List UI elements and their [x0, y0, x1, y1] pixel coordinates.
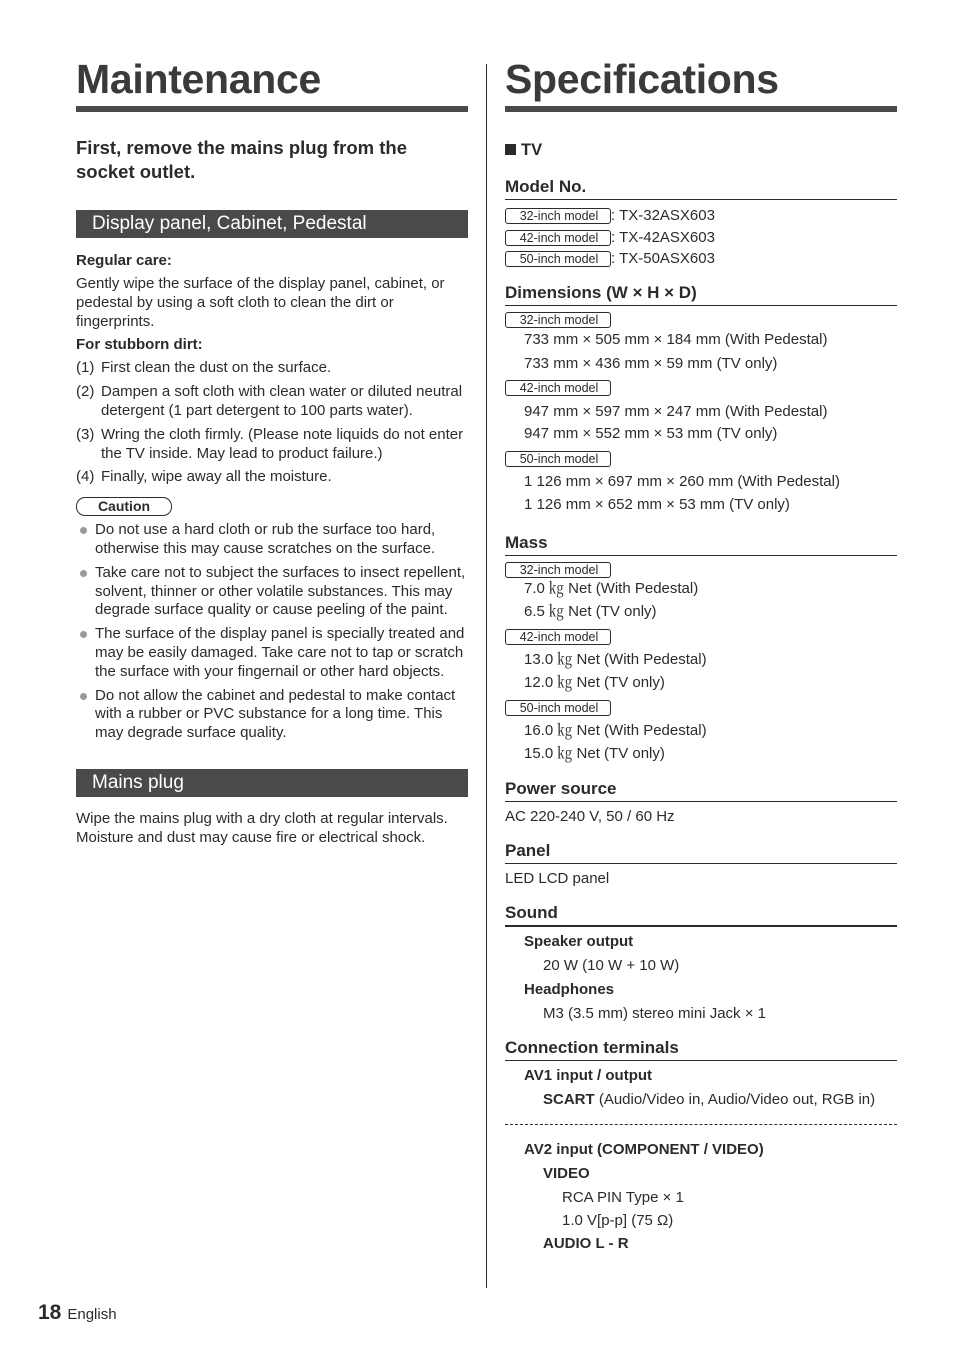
- maintenance-title: Maintenance: [76, 56, 322, 102]
- dimension-line: 947 mm × 552 mm × 53 mm (TV only): [524, 424, 778, 442]
- av1-scart-line: [505, 1088, 897, 1111]
- av2-label: AV2 input (COMPONENT / VIDEO): [524, 1140, 764, 1158]
- step-number: (4): [76, 468, 95, 486]
- list-item: [505, 375, 897, 401]
- regular-care-label: Regular care:: [76, 252, 172, 269]
- mass-list: [505, 561, 897, 766]
- bullet-icon: [80, 631, 87, 638]
- scart-label: SCART: [543, 1090, 595, 1108]
- dimension-line: 947 mm × 597 mm × 247 mm (With Pedestal): [524, 402, 828, 420]
- headphones-value: M3 (3.5 mm) stereo mini Jack × 1: [543, 1004, 766, 1022]
- model-tag: 32-inch model: [505, 208, 611, 224]
- bullet-icon: [80, 527, 87, 534]
- list-item: [76, 687, 468, 743]
- mass-heading: Mass: [505, 533, 897, 556]
- mass-line: 6.5 ㎏ Net (TV only): [524, 602, 657, 620]
- model-tag: 42-inch model: [505, 230, 611, 246]
- model-value: : TX-50ASX603: [611, 250, 715, 267]
- specifications-title: Specifications: [505, 56, 779, 102]
- caution-badge: Caution: [76, 497, 172, 516]
- headphones-label: Headphones: [524, 980, 615, 998]
- page-number: 18: [38, 1301, 62, 1324]
- dimension-line: 733 mm × 505 mm × 184 mm (With Pedestal): [524, 330, 828, 348]
- step-number: (1): [76, 359, 95, 377]
- page-footer: [38, 1301, 117, 1325]
- list-item: [76, 383, 468, 421]
- connection-details: [505, 1064, 897, 1256]
- video-label: VIDEO: [543, 1164, 590, 1182]
- power-source-value: AC 220-240 V, 50 / 60 Hz: [505, 807, 675, 825]
- tv-heading: [505, 140, 897, 160]
- speaker-output-label: Speaker output: [524, 932, 634, 950]
- panel-heading: Panel: [505, 841, 897, 864]
- caution-text: Take care not to subject the surfaces to insect repellent, solvent, thinner or other volatile substances. This may degrade surface quality or cause peeling of the paint.: [95, 563, 466, 619]
- mains-plug-text: Wipe the mains plug with a dry cloth at regular intervals. Moisture and dust may cause fire or electrical shock.: [76, 809, 448, 846]
- list-item: [505, 561, 897, 578]
- list-item: [505, 248, 897, 270]
- list-item: [505, 624, 897, 649]
- stubborn-dirt-label: For stubborn dirt:: [76, 336, 203, 354]
- step-number: (3): [76, 425, 95, 443]
- list-item: [76, 426, 468, 464]
- list-item: [505, 311, 897, 328]
- model-no-list: [505, 205, 897, 270]
- list-item: [76, 564, 468, 620]
- model-tag: 50-inch model: [505, 700, 611, 716]
- bullet-icon: [80, 693, 87, 700]
- panel-value: LED LCD panel: [505, 869, 610, 887]
- mass-line: 7.0 ㎏ Net (With Pedestal): [524, 579, 699, 597]
- bullet-icon: [80, 570, 87, 577]
- dimension-line: 733 mm × 436 mm × 59 mm (TV only): [524, 354, 778, 372]
- mass-line: 13.0 ㎏ Net (With Pedestal): [524, 650, 707, 668]
- model-tag: 32-inch model: [505, 562, 611, 578]
- caution-text: Do not use a hard cloth or rub the surface too hard, otherwise this may cause scratches on the surface.: [95, 521, 436, 557]
- dimension-line: 1 126 mm × 697 mm × 260 mm (With Pedestal): [524, 472, 840, 490]
- display-panel-heading: Display panel, Cabinet, Pedestal: [76, 210, 468, 238]
- model-tag: 32-inch model: [505, 312, 611, 328]
- caution-text: Do not allow the cabinet and pedestal to make contact with a rubber or PVC substance for a long time. This may degrade surface quality.: [95, 686, 456, 742]
- mass-line: 12.0 ㎏ Net (TV only): [524, 673, 665, 691]
- video-line-1: RCA PIN Type × 1: [562, 1188, 684, 1206]
- mass-line: 16.0 ㎏ Net (With Pedestal): [524, 721, 707, 739]
- caution-text: The surface of the display panel is specially treated and may be easily damaged. Take care not to tap or scratch the surface with your fingernail or other hard objects.: [95, 625, 465, 680]
- dimension-line: 1 126 mm × 652 mm × 53 mm (TV only): [524, 495, 790, 513]
- tv-label: TV: [521, 141, 543, 159]
- connection-terminals-heading: Connection terminals: [505, 1038, 897, 1061]
- video-line-2: 1.0 V[p-p] (75 Ω): [562, 1211, 674, 1229]
- list-item: [505, 227, 897, 249]
- title-rule: [76, 106, 468, 112]
- av1-label: AV1 input / output: [524, 1066, 653, 1084]
- model-tag: 42-inch model: [505, 380, 611, 396]
- model-tag: 42-inch model: [505, 629, 611, 645]
- square-bullet-icon: [505, 144, 516, 155]
- step-text: First clean the dust on the surface.: [101, 359, 332, 377]
- step-text: Wring the cloth firmly. (Please note liquids do not enter the TV inside. May lead to product failure.): [101, 425, 464, 462]
- scart-value: (Audio/Video in, Audio/Video out, RGB in): [594, 1090, 876, 1108]
- sound-heading: Sound: [505, 903, 897, 927]
- dimensions-list: [505, 311, 897, 517]
- list-item: [505, 446, 897, 471]
- title-rule: [505, 106, 897, 112]
- lead-text: First, remove the mains plug from the socket outlet.: [76, 137, 408, 182]
- list-item: [76, 468, 468, 487]
- language-label: English: [67, 1306, 117, 1323]
- sound-details: [505, 930, 897, 1026]
- model-no-heading: Model No.: [505, 177, 897, 200]
- power-source-heading: Power source: [505, 779, 897, 802]
- dashed-divider: [505, 1124, 897, 1125]
- column-divider: [486, 64, 487, 1288]
- speaker-output-value: 20 W (10 W + 10 W): [543, 956, 680, 974]
- list-item: [505, 695, 897, 720]
- list-item: [76, 521, 468, 559]
- step-number: (2): [76, 383, 95, 401]
- maintenance-column: [76, 56, 468, 848]
- audio-lr-label: AUDIO L - R: [543, 1234, 629, 1252]
- list-item: [505, 205, 897, 227]
- mains-plug-heading: Mains plug: [76, 769, 468, 797]
- mass-line: 15.0 ㎏ Net (TV only): [524, 744, 665, 762]
- list-item: [76, 625, 468, 681]
- model-tag: 50-inch model: [505, 451, 611, 467]
- regular-care-text: Gently wipe the surface of the display panel, cabinet, or pedestal by using a soft cloth to clean the dirt or fingerprints.: [76, 275, 445, 330]
- dimensions-heading: Dimensions (W × H × D): [505, 283, 897, 306]
- list-item: [76, 359, 468, 378]
- model-value: : TX-32ASX603: [611, 207, 715, 224]
- specifications-column: [505, 56, 897, 1256]
- caution-list: [76, 521, 468, 743]
- cleaning-steps: [76, 359, 468, 487]
- step-text: Dampen a soft cloth with clean water or diluted neutral detergent (1 part detergent to 100 parts water).: [101, 383, 463, 419]
- model-value: : TX-42ASX603: [611, 228, 715, 246]
- step-text: Finally, wipe away all the moisture.: [101, 468, 332, 486]
- model-tag: 50-inch model: [505, 251, 611, 267]
